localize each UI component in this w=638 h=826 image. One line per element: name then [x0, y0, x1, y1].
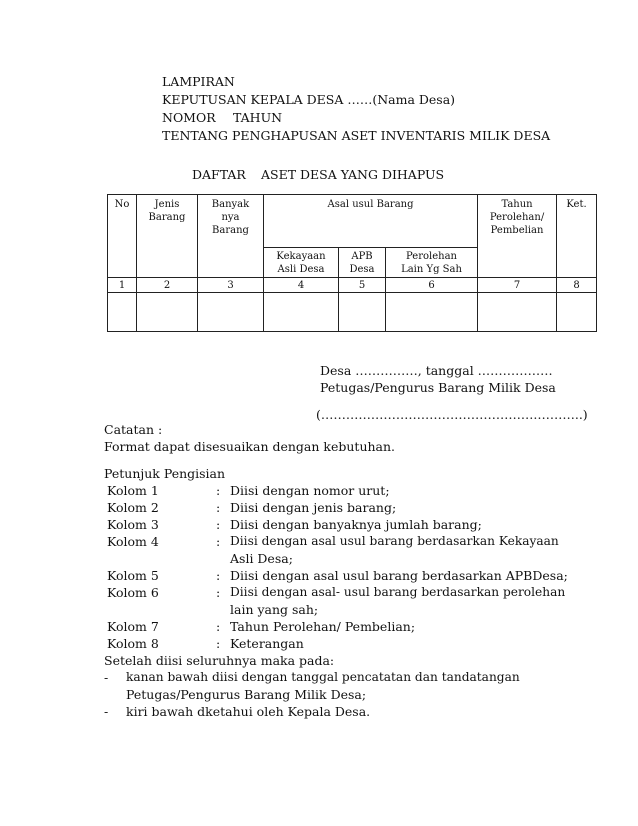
kolom-label: Kolom 2 — [107, 500, 159, 515]
kolom-colon: : — [216, 568, 221, 583]
kolom-desc-cont: Asli Desa; — [230, 551, 293, 566]
col-number: 8 — [557, 278, 597, 293]
th-jenis: Jenis Barang — [137, 195, 198, 278]
empty-cell — [386, 293, 478, 332]
kolom-desc: Diisi dengan jenis barang; — [230, 500, 397, 515]
th-apbdesa: APB Desa — [339, 248, 386, 278]
kolom-colon: : — [216, 517, 221, 532]
header-tahun: TAHUN — [233, 110, 283, 125]
petunjuk-title: Petunjuk Pengisian — [104, 466, 226, 481]
kolom-desc: Diisi dengan asal usul barang berdasarkan Kekayaan — [230, 534, 559, 548]
kolom-label: Kolom 6 — [107, 585, 159, 600]
table-title-aset: ASET DESA YANG DIHAPUS — [261, 167, 445, 182]
empty-cell — [198, 293, 264, 332]
th-kekayaan: Kekayaan Asli Desa — [264, 248, 339, 278]
kolom-desc: Keterangan — [230, 636, 304, 651]
kolom-colon: : — [216, 500, 221, 515]
col-number: 5 — [339, 278, 386, 293]
empty-cell — [339, 293, 386, 332]
kolom-colon: : — [216, 483, 221, 498]
signature-officer: Petugas/Pengurus Barang Milik Desa — [320, 380, 556, 395]
kolom-desc: Tahun Perolehan/ Pembelian; — [230, 619, 416, 634]
th-banyak: Banyak nya Barang — [198, 195, 264, 278]
table-title-daftar: DAFTAR — [192, 167, 246, 182]
catatan-title: Catatan : — [104, 422, 163, 437]
kolom-label: Kolom 5 — [107, 568, 159, 583]
kolom-colon: : — [216, 534, 221, 549]
kolom-label: Kolom 7 — [107, 619, 159, 634]
table-empty-row — [108, 293, 597, 332]
bullet-dash: - — [104, 704, 109, 719]
th-perolehan: Perolehan Lain Yg Sah — [386, 248, 478, 278]
kolom-desc: Diisi dengan asal- usul barang berdasarkan perolehan — [230, 585, 566, 599]
kolom-desc: Diisi dengan nomor urut; — [230, 483, 390, 498]
kolom-desc-cont: lain yang sah; — [230, 602, 319, 617]
empty-cell — [137, 293, 198, 332]
bullet-kiri: kiri bawah dketahui oleh Kepala Desa. — [126, 704, 371, 719]
col-number: 1 — [108, 278, 137, 293]
col-number: 4 — [264, 278, 339, 293]
kolom-desc: Diisi dengan asal usul barang berdasarkan APBDesa; — [230, 568, 568, 583]
kolom-label: Kolom 3 — [107, 517, 159, 532]
kolom-label: Kolom 8 — [107, 636, 159, 651]
empty-cell — [557, 293, 597, 332]
kolom-desc: Diisi dengan banyaknya jumlah barang; — [230, 517, 482, 532]
kolom-colon: : — [216, 619, 221, 634]
setelah-text: Setelah diisi seluruhnya maka pada: — [104, 653, 335, 668]
header-nomor: NOMOR — [162, 110, 216, 125]
table-number-row — [108, 278, 597, 293]
col-number: 7 — [478, 278, 557, 293]
bullet-kanan-cont: Petugas/Pengurus Barang Milik Desa; — [126, 687, 367, 702]
col-number: 2 — [137, 278, 198, 293]
th-asal-usul: Asal usul Barang — [264, 195, 478, 248]
kolom-label: Kolom 4 — [107, 534, 159, 549]
kolom-colon: : — [216, 585, 221, 600]
header-tentang: TENTANG PENGHAPUSAN ASET INVENTARIS MILIK DESA — [162, 128, 551, 143]
kolom-label: Kolom 1 — [107, 483, 159, 498]
header-lampiran: LAMPIRAN — [162, 74, 235, 89]
empty-cell — [478, 293, 557, 332]
th-no: No — [108, 195, 137, 278]
header-keputusan: KEPUTUSAN KEPALA DESA ……(Nama Desa) — [162, 92, 456, 107]
asset-table — [107, 194, 597, 332]
th-tahun: Tahun Perolehan/ Pembelian — [478, 195, 557, 278]
th-ket: Ket. — [557, 195, 597, 278]
catatan-text: Format dapat disesuaikan dengan kebutuhan. — [104, 439, 396, 454]
bullet-dash: - — [104, 670, 109, 685]
col-number: 6 — [386, 278, 478, 293]
empty-cell — [264, 293, 339, 332]
col-number: 3 — [198, 278, 264, 293]
signature-date-line: Desa ……………, tanggal ……………… — [320, 363, 553, 378]
empty-cell — [108, 293, 137, 332]
signature-name-line: (…………………………………………….………..) — [316, 407, 588, 422]
bullet-kanan: kanan bawah diisi dengan tanggal pencatatan dan tandatangan — [126, 670, 520, 684]
kolom-colon: : — [216, 636, 221, 651]
